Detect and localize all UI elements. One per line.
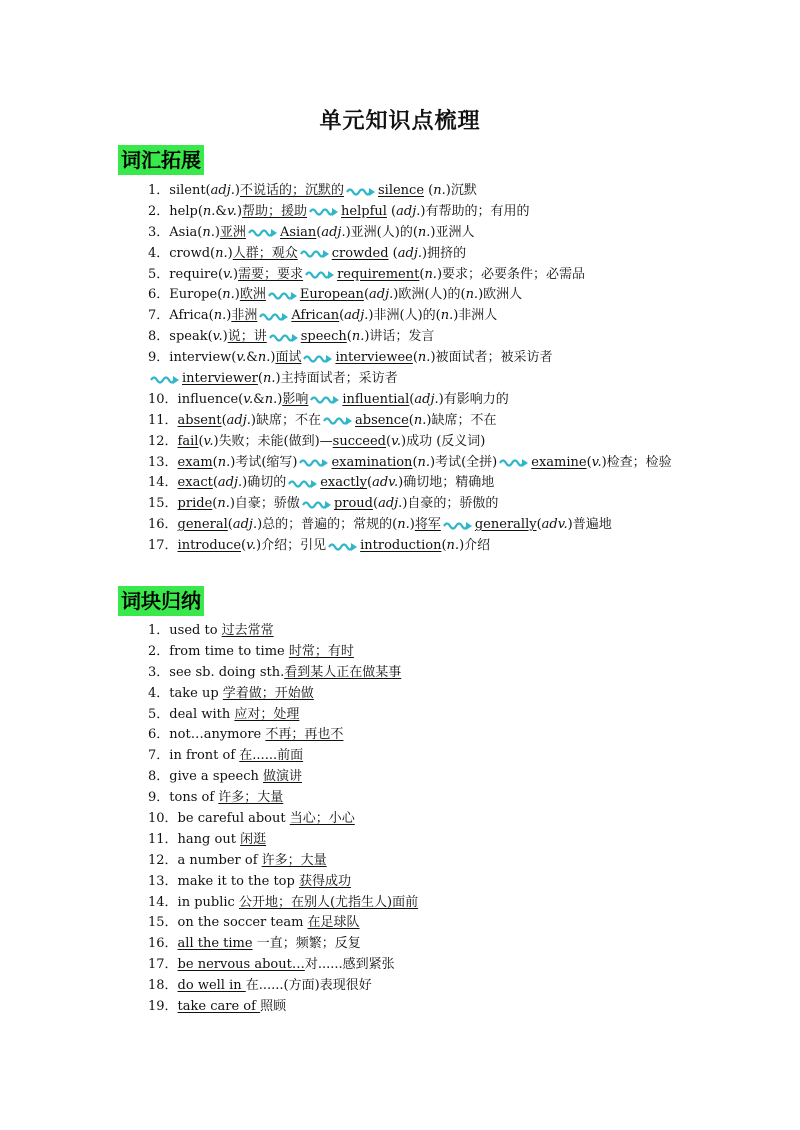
item-text: (	[412, 350, 418, 366]
item-text: )介绍；引见	[256, 538, 327, 554]
answer-text: 将军	[414, 517, 441, 533]
answer-text: absence	[355, 412, 409, 428]
item-text: (	[536, 517, 542, 533]
part-of-speech: n.	[417, 454, 431, 470]
item-text: not…anymore	[169, 727, 266, 743]
part-of-speech: n.	[262, 371, 276, 387]
item-text: give a speech	[169, 769, 263, 785]
item-text: )	[409, 517, 415, 533]
item-text: (	[412, 454, 418, 470]
item-number: 5．	[148, 266, 170, 282]
answer-text: introduction	[360, 538, 442, 554]
vocabulary-item	[148, 453, 768, 474]
part-of-speech: n.	[217, 454, 231, 470]
answer-text: exact	[177, 475, 213, 491]
part-of-speech: n.	[215, 245, 228, 261]
item-number: 1．	[148, 183, 170, 198]
phrase-item	[148, 934, 768, 955]
item-number: 9．	[148, 350, 170, 366]
answer-text: 欧洲	[239, 287, 266, 303]
wavy-arrow-icon	[305, 268, 335, 280]
item-text: from time to time	[169, 643, 289, 659]
item-number: 5．	[148, 706, 170, 722]
item-text: (	[198, 433, 204, 449]
item-text: )总的；普遍的；常规的(	[257, 517, 398, 533]
answer-text: 学着做；开始做	[222, 685, 314, 701]
answer-text: 应对；处理	[234, 706, 300, 722]
item-text: )亚洲(人)的(	[345, 224, 418, 240]
item-text: )	[232, 266, 239, 282]
phrase-item	[148, 913, 768, 934]
item-text: on the soccer team	[177, 915, 308, 931]
item-number: 7．	[148, 748, 170, 764]
item-number: 19．	[148, 999, 178, 1015]
part-of-speech: n.	[465, 287, 479, 303]
item-number: 2．	[148, 643, 170, 659]
item-text: )欧洲人	[478, 287, 523, 303]
item-text: )被面试者；被采访者	[430, 350, 553, 366]
vocabulary-item	[148, 223, 768, 244]
item-text: (	[586, 454, 592, 470]
item-number: 9．	[148, 790, 170, 806]
part-of-speech: n.	[202, 203, 216, 219]
item-text: )	[214, 224, 220, 240]
item-text: speak(	[169, 329, 213, 345]
item-text: )欧洲(人)的(	[393, 287, 466, 303]
part-of-speech: n.	[424, 266, 437, 282]
wavy-arrow-icon	[310, 393, 340, 405]
item-text: )缺席；不在	[250, 412, 321, 428]
vocabulary-item	[148, 536, 768, 557]
part-of-speech: adj.	[226, 412, 251, 428]
item-text: Africa(	[169, 308, 214, 324]
wavy-arrow-icon	[323, 414, 353, 426]
wavy-arrow-icon	[288, 477, 318, 489]
item-number: 3．	[148, 664, 170, 680]
answer-text: interviewer	[182, 371, 258, 387]
answer-text: silence	[377, 183, 425, 198]
phrase-item	[148, 976, 768, 997]
answer-text: helpful	[341, 203, 387, 219]
item-text: )	[234, 183, 240, 198]
item-number: 18．	[148, 978, 178, 994]
item-number: 11．	[148, 831, 178, 847]
answer-text: general	[177, 517, 228, 533]
item-number: 15．	[148, 915, 178, 931]
answer-text: 帮助；援助	[242, 203, 308, 219]
item-text: )普遍地	[567, 517, 612, 533]
answer-text: 做演讲	[262, 769, 302, 785]
answer-text: influential	[342, 391, 410, 407]
part-of-speech: adj.	[344, 308, 369, 324]
item-text: )考试(缩写)	[230, 454, 298, 470]
item-number: 7．	[148, 308, 170, 324]
part-of-speech: n.	[397, 517, 410, 533]
item-text: )检查；检验	[601, 454, 672, 470]
vocabulary-item	[148, 515, 768, 536]
item-number: 2．	[148, 203, 170, 219]
item-text: (	[363, 287, 370, 303]
item-text: crowd(	[169, 245, 216, 261]
item-text: hang out	[177, 831, 241, 847]
answer-text: succeed	[332, 433, 386, 449]
vocabulary-item	[148, 411, 768, 432]
item-text: (	[408, 412, 414, 428]
answer-text: 亚洲	[219, 224, 246, 240]
answer-text: 时常；有时	[288, 643, 354, 659]
item-text: )	[226, 308, 232, 324]
item-text: deal with	[169, 706, 235, 722]
item-text: (	[212, 496, 218, 512]
item-text: &	[215, 203, 227, 219]
item-text: (	[346, 329, 352, 345]
part-of-speech: v.	[212, 329, 223, 345]
item-text: (	[257, 371, 263, 387]
phrase-item	[148, 621, 768, 642]
answer-text: 过去常常	[221, 623, 274, 638]
phrase-list	[148, 621, 768, 1018]
item-text: 对......感到紧张	[304, 957, 395, 973]
part-of-speech: v.	[243, 391, 254, 407]
part-of-speech: adj.	[396, 203, 421, 219]
item-text: require(	[169, 266, 224, 282]
item-number: 14．	[148, 475, 178, 491]
answer-text: all the time	[177, 936, 253, 952]
answer-text: exactly	[320, 475, 368, 491]
wavy-arrow-icon	[299, 456, 329, 468]
answer-text: 闲逛	[240, 831, 267, 847]
answer-text: 不说话的；沉默的	[239, 183, 344, 198]
part-of-speech: n.	[417, 350, 431, 366]
vocabulary-item	[148, 327, 768, 348]
part-of-speech: n.	[433, 183, 446, 198]
wavy-arrow-icon	[300, 247, 330, 259]
phrase-item	[148, 725, 768, 746]
item-text: take up	[169, 685, 223, 701]
vocabulary-item	[148, 244, 768, 265]
item-text: used to	[169, 623, 222, 638]
part-of-speech: adj.	[378, 496, 403, 512]
item-number: 17．	[148, 538, 178, 554]
item-number: 10．	[148, 391, 178, 407]
section-heading-phrases: 词块归纳	[118, 586, 204, 616]
part-of-speech: v.	[591, 454, 602, 470]
answer-text: proud	[333, 496, 373, 512]
item-text: (	[386, 433, 392, 449]
item-text: (	[212, 475, 218, 491]
part-of-speech: adj.	[414, 391, 439, 407]
wavy-arrow-icon	[303, 352, 333, 364]
item-text: )讲话；发言	[364, 329, 435, 345]
answer-text: 当心；小心	[289, 811, 355, 827]
phrase-item	[148, 851, 768, 872]
item-number: 12．	[148, 433, 178, 449]
vocabulary-item	[148, 494, 768, 515]
item-text: )考试(全拼)	[430, 454, 498, 470]
item-text: )自豪的；骄傲的	[402, 496, 499, 512]
page-title: 单元知识点梳理	[319, 109, 481, 134]
item-text: Asia(	[169, 224, 203, 240]
item-text: )确切地；精确地	[398, 475, 495, 491]
item-text: (	[409, 391, 415, 407]
phrase-item	[148, 893, 768, 914]
answer-text: pride	[177, 496, 213, 512]
item-number: 12．	[148, 852, 178, 868]
part-of-speech: adj.	[321, 224, 346, 240]
vocabulary-item	[148, 202, 768, 223]
item-text: )拥挤的	[422, 245, 467, 261]
phrase-item	[148, 684, 768, 705]
wavy-arrow-icon	[309, 205, 339, 217]
item-text: (	[367, 475, 373, 491]
item-text: tons of	[169, 790, 219, 806]
item-text: see sb. doing sth.	[169, 664, 285, 680]
answer-text: interviewee	[335, 350, 413, 366]
vocabulary-item	[148, 285, 768, 306]
part-of-speech: n.	[413, 412, 427, 428]
item-number: 14．	[148, 894, 178, 910]
part-of-speech: adj.	[217, 475, 243, 491]
answer-text: 在足球队	[307, 915, 360, 931]
part-of-speech: n.	[217, 496, 230, 512]
part-of-speech: adv.	[372, 475, 399, 491]
wavy-arrow-icon	[302, 498, 332, 510]
answer-text: 人群；观众	[232, 245, 298, 261]
item-text: silent(	[169, 183, 211, 198]
item-text: (	[227, 517, 233, 533]
answer-text: 获得成功	[298, 873, 351, 889]
answer-text: exam	[177, 454, 213, 470]
item-number: 4．	[148, 245, 170, 261]
answer-text: be nervous about…	[177, 957, 305, 973]
item-text: )成功 (反义词)	[401, 433, 486, 449]
part-of-speech: v.	[203, 433, 214, 449]
item-text: in front of	[169, 748, 240, 764]
item-text: (	[221, 412, 227, 428]
answer-text: examination	[331, 454, 413, 470]
part-of-speech: v.	[223, 266, 233, 282]
item-text: make it to the top	[177, 873, 299, 889]
part-of-speech: v.	[236, 350, 247, 366]
phrase-item	[148, 746, 768, 767]
answer-text: 在......前面	[239, 748, 304, 764]
item-text: )非洲(人)的(	[368, 308, 441, 324]
wavy-arrow-icon	[268, 289, 298, 301]
wavy-arrow-icon	[443, 519, 473, 531]
item-number: 16．	[148, 517, 178, 533]
answer-text: 看到某人正在做某事	[284, 664, 402, 680]
item-text: (	[316, 224, 322, 240]
item-number: 10．	[148, 811, 178, 827]
item-text: (	[212, 454, 218, 470]
item-text: )	[234, 287, 240, 303]
phrase-item	[148, 767, 768, 788]
phrase-item	[148, 663, 768, 684]
vocabulary-item	[148, 306, 768, 327]
answer-text: introduce	[177, 538, 242, 554]
part-of-speech: v.	[391, 433, 402, 449]
item-text: interview(	[169, 350, 237, 366]
vocabulary-item	[148, 473, 768, 494]
item-number: 3．	[148, 224, 170, 240]
answer-text: European	[299, 287, 364, 303]
phrase-item	[148, 642, 768, 663]
item-number: 1．	[148, 623, 170, 638]
item-text: )介绍	[459, 538, 491, 554]
item-text: a number of	[177, 852, 262, 868]
item-text: (	[441, 538, 447, 554]
answer-text: 非洲	[231, 308, 258, 324]
item-text: (	[386, 203, 397, 219]
answer-text: generally	[474, 517, 537, 533]
section-heading-vocabulary: 词汇拓展	[118, 145, 204, 175]
item-text: )主持面试者；采访者	[275, 371, 398, 387]
part-of-speech: v.	[227, 203, 237, 219]
answer-text: crowded	[331, 245, 389, 261]
phrase-item	[148, 872, 768, 893]
item-text: &	[246, 350, 258, 366]
item-text: )亚洲人	[430, 224, 475, 240]
answer-text: 公开地；在别人(尤指生人)面前	[238, 894, 419, 910]
item-text: &	[253, 391, 265, 407]
item-text: in public	[177, 894, 239, 910]
part-of-speech: n.	[264, 391, 278, 407]
answer-text: requirement	[337, 266, 420, 282]
answer-text: 许多；大量	[261, 852, 327, 868]
answer-text: 不再；再也不	[265, 727, 344, 743]
vocabulary-item	[148, 265, 768, 286]
item-text: )要求；必要条件；必需品	[436, 266, 586, 282]
item-text: 在......(方面)表现很好	[245, 978, 372, 994]
part-of-speech: n.	[222, 287, 235, 303]
part-of-speech: adv.	[541, 517, 568, 533]
answer-text: 说；讲	[227, 329, 267, 345]
part-of-speech: adj.	[369, 287, 394, 303]
item-text: (	[241, 538, 247, 554]
item-number: 6．	[148, 287, 170, 303]
item-text: )有帮助的；有用的	[420, 203, 530, 219]
item-text: )	[236, 203, 243, 219]
phrase-item	[148, 955, 768, 976]
vocabulary-item	[148, 369, 768, 390]
item-text: )自豪；骄傲	[229, 496, 300, 512]
answer-text: examine	[531, 454, 587, 470]
item-text: )确切的	[242, 475, 287, 491]
item-number: 11．	[148, 412, 178, 428]
item-text: )	[222, 329, 228, 345]
item-number: 13．	[148, 873, 178, 889]
item-number: 17．	[148, 957, 178, 973]
answer-text: absent	[177, 412, 222, 428]
vocabulary-item	[148, 181, 768, 202]
part-of-speech: n.	[417, 224, 431, 240]
item-text: (	[339, 308, 345, 324]
part-of-speech: adj.	[210, 183, 235, 198]
vocabulary-item	[148, 432, 768, 453]
answer-text: 需要；要求	[238, 266, 304, 282]
wavy-arrow-icon	[150, 373, 180, 385]
phrase-item	[148, 788, 768, 809]
item-text: be careful about	[177, 811, 290, 827]
item-text: )非洲人	[453, 308, 498, 324]
answer-text: Asian	[279, 224, 317, 240]
item-text: influence(	[177, 391, 244, 407]
part-of-speech: n.	[202, 224, 215, 240]
item-text: help(	[169, 203, 203, 219]
answer-text: African	[291, 308, 340, 324]
vocabulary-item	[148, 390, 768, 411]
phrase-item	[148, 997, 768, 1018]
phrase-item	[148, 809, 768, 830]
answer-text: speech	[300, 329, 347, 345]
item-text: Europe(	[169, 287, 223, 303]
item-text: (	[388, 245, 398, 261]
answer-text: do well in	[177, 978, 246, 994]
wavy-arrow-icon	[346, 185, 376, 197]
part-of-speech: adj.	[232, 517, 258, 533]
wavy-arrow-icon	[248, 226, 278, 238]
answer-text: 面试	[275, 350, 302, 366]
part-of-speech: n.	[446, 538, 460, 554]
answer-text: take care of	[177, 999, 261, 1015]
item-number: 6．	[148, 727, 170, 743]
item-text: )失败；未能(做到)—	[213, 433, 333, 449]
phrase-item	[148, 830, 768, 851]
item-text: 照顾	[260, 999, 287, 1015]
item-text: )有影响力的	[438, 391, 509, 407]
part-of-speech: v.	[246, 538, 257, 554]
answer-text: 影响	[282, 391, 309, 407]
wavy-arrow-icon	[269, 331, 299, 343]
part-of-speech: n.	[440, 308, 454, 324]
item-text: )	[227, 245, 233, 261]
item-text: (	[424, 183, 434, 198]
item-number: 15．	[148, 496, 178, 512]
item-text: )沉默	[445, 183, 477, 198]
item-text: )	[277, 391, 283, 407]
item-number: 8．	[148, 329, 170, 345]
part-of-speech: adj.	[397, 245, 422, 261]
vocabulary-item	[148, 348, 768, 369]
part-of-speech: n.	[257, 350, 271, 366]
part-of-speech: n.	[351, 329, 365, 345]
wavy-arrow-icon	[328, 540, 358, 552]
wavy-arrow-icon	[259, 310, 289, 322]
item-number: 4．	[148, 685, 170, 701]
answer-text: fail	[177, 433, 199, 449]
item-number: 16．	[148, 936, 178, 952]
answer-text: 许多；大量	[218, 790, 284, 806]
item-text: )缺席；不在	[426, 412, 497, 428]
item-number: 13．	[148, 454, 178, 470]
phrase-item	[148, 705, 768, 726]
vocabulary-list	[148, 181, 768, 557]
part-of-speech: n.	[213, 308, 227, 324]
item-text: (	[419, 266, 425, 282]
wavy-arrow-icon	[499, 456, 529, 468]
item-number: 8．	[148, 769, 170, 785]
item-text: )	[270, 350, 276, 366]
item-text: (	[373, 496, 379, 512]
item-text: 一直；频繁；反复	[252, 936, 361, 952]
